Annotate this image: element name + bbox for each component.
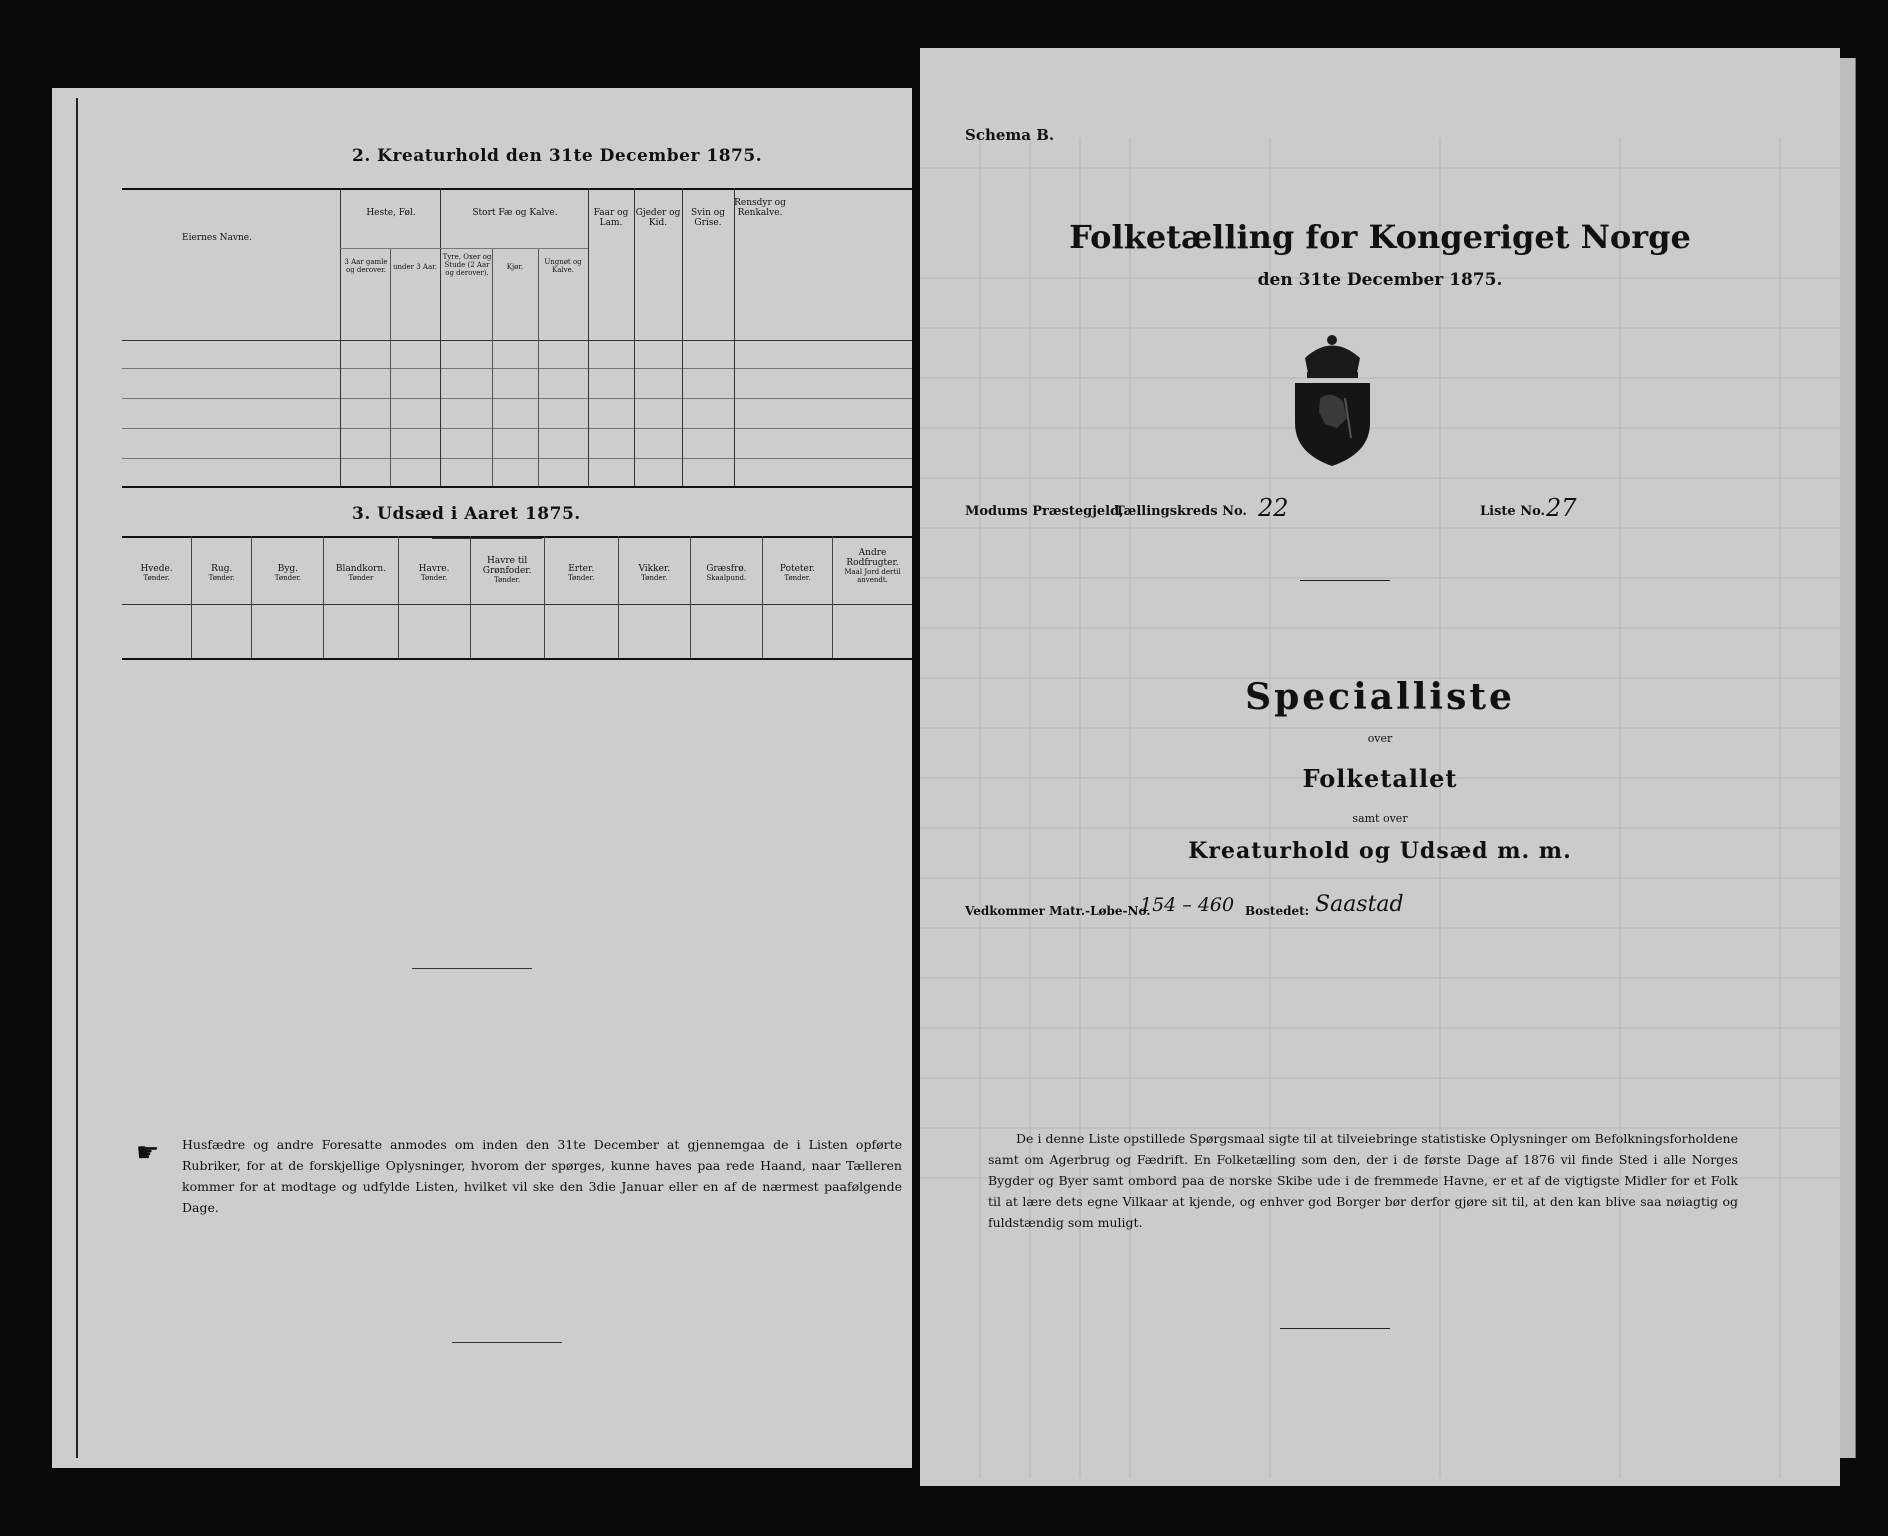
udsaed-col-name: Byg. bbox=[277, 564, 299, 574]
udsaed-col bbox=[399, 536, 471, 658]
udsaed-col bbox=[545, 536, 619, 658]
section3-title: 3. Udsæd i Aaret 1875. bbox=[352, 504, 581, 524]
udsaed-col-name: Hvede. bbox=[140, 564, 173, 574]
prestegjeld-label: Modums Præstegjeld, bbox=[965, 504, 1124, 519]
sub-header-tyre: Tyre, Oxer og Stude (2 Aar og derover). bbox=[442, 253, 492, 277]
udsaed-table bbox=[122, 536, 912, 660]
udsaed-col-unit: Tønder. bbox=[568, 574, 595, 582]
udsaed-col bbox=[192, 536, 252, 658]
udsaed-col bbox=[324, 536, 398, 658]
matr-number: 154 – 460 bbox=[1140, 894, 1235, 916]
udsaed-col bbox=[619, 536, 691, 658]
explanation-paragraph: De i denne Liste opstillede Spørgsmaal sigte til at tilveiebringe statistiske Oplysninger om Befolkningsforholdene samt om Agerbrug og Fædrift. En Folketælling som den, der i de første Dage af 1876 vil finde Sted i alle Norges Bygder og Byer samt ombord paa de norske Skibe ude i de fremmede Havne, er et af de vigtigste Midler for et Folk til at lære dets egne Vilkaar at kjende, og enhver god Borger bør derfor gjøre sit til, at den kan blive saa nøiagtig og fuldstændig som muligt. bbox=[988, 1131, 1738, 1230]
udsaed-col bbox=[122, 536, 192, 658]
sub-header-under3: under 3 Aar. bbox=[393, 263, 437, 271]
section2-title: 2. Kreaturhold den 31te December 1875. bbox=[352, 146, 763, 166]
udsaed-col-unit: Tønder. bbox=[420, 574, 448, 582]
over-label-1: over bbox=[1367, 732, 1393, 745]
bosted-value: Saastad bbox=[1315, 892, 1404, 917]
udsaed-col-name: Poteter. bbox=[779, 564, 816, 574]
rensdyr-header: Rensdyr og Renkalve. bbox=[734, 198, 786, 218]
kreaturhold-heading: Kreaturhold og Udsæd m. m. bbox=[1188, 838, 1572, 864]
udsaed-col-unit: Tønder. bbox=[274, 574, 302, 582]
notice-text: Husfædre og andre Foresatte anmodes om inden den 31te December at gjennemgaa de i Listen opførte Rubriker, for at de forskjellige Oplysninger, hvorom der spørges, kunne haves paa rede Haand, naar Tælleren kommer for at modtage og udfylde Listen, hvilket vil ske den 3die Januar eller en af de nærmest paafølgende Dage. bbox=[182, 1137, 902, 1215]
udsaed-col-name: Græsfrø. bbox=[706, 564, 747, 574]
udsaed-col-name: Vikker. bbox=[638, 564, 671, 574]
bottom-divider bbox=[1280, 1328, 1390, 1329]
schema-label: Schema B. bbox=[965, 126, 1055, 144]
left-page bbox=[52, 88, 912, 1468]
folketallet-heading: Folketallet bbox=[1302, 764, 1458, 793]
kreds-number: 22 bbox=[1258, 494, 1289, 522]
kreaturhold-table bbox=[122, 188, 912, 488]
heste-header: Heste, Føl. bbox=[366, 208, 416, 218]
udsaed-col-unit: Maal Jord dertil anvendt. bbox=[844, 568, 901, 584]
udsaed-col-unit: Tønder. bbox=[493, 576, 521, 584]
title-divider bbox=[1300, 580, 1390, 581]
udsaed-col bbox=[471, 536, 545, 658]
udsaed-col bbox=[691, 536, 763, 658]
udsaed-col-name: Rug. bbox=[211, 564, 233, 574]
divider-3 bbox=[452, 1342, 562, 1343]
sub-header-3aar: 3 Aar gamle og derover. bbox=[344, 258, 388, 274]
stort-fae-header: Stort Fæ og Kalve. bbox=[472, 208, 558, 218]
liste-label: Liste No. bbox=[1480, 504, 1546, 519]
specialliste-heading: Specialliste bbox=[1245, 676, 1515, 718]
matr-label: Vedkommer Matr.-Løbe-No. bbox=[965, 904, 1151, 918]
coat-of-arms-icon bbox=[1285, 328, 1380, 468]
liste-number: 27 bbox=[1546, 494, 1577, 522]
udsaed-col-unit: Tønder bbox=[348, 574, 374, 582]
samt-over-label: samt over bbox=[1352, 812, 1408, 825]
pointing-hand-icon: ☛ bbox=[136, 1138, 160, 1168]
udsaed-col-unit: Skaalpund. bbox=[706, 574, 747, 582]
udsaed-col-name: Havre. bbox=[418, 564, 450, 574]
title-date: den 31te December 1875. bbox=[1257, 270, 1503, 290]
sub-header-ungnot: Ungnøt og Kalve. bbox=[544, 258, 582, 274]
udsaed-col-name: Blandkorn. bbox=[335, 564, 387, 574]
gjeder-header: Gjeder og Kid. bbox=[635, 208, 681, 228]
udsaed-col-name: Erter. bbox=[568, 564, 595, 574]
udsaed-col-name: Havre til Grønfoder. bbox=[482, 556, 532, 576]
sub-header-kjor: Kjør. bbox=[506, 263, 524, 271]
udsaed-col-unit: Tønder. bbox=[143, 574, 170, 582]
kreds-label: Tællingskreds No. bbox=[1115, 504, 1247, 519]
bosted-label: Bostedet: bbox=[1245, 904, 1310, 918]
faar-header: Faar og Lam. bbox=[593, 208, 629, 228]
udsaed-col-name: Andre Rodfrugter. bbox=[846, 548, 899, 568]
right-page bbox=[920, 48, 1840, 1486]
udsaed-col bbox=[833, 536, 912, 658]
udsaed-col-unit: Tønder. bbox=[208, 574, 235, 582]
main-title: Folketælling for Kongeriget Norge bbox=[1069, 218, 1691, 256]
owner-column-header: Eiernes Navne. bbox=[182, 233, 252, 243]
divider-2 bbox=[412, 968, 532, 969]
udsaed-col-unit: Tønder. bbox=[641, 574, 668, 582]
svin-header: Svin og Grise. bbox=[691, 208, 725, 228]
udsaed-col-unit: Tønder. bbox=[784, 574, 811, 582]
udsaed-col bbox=[252, 536, 324, 658]
udsaed-col bbox=[763, 536, 833, 658]
